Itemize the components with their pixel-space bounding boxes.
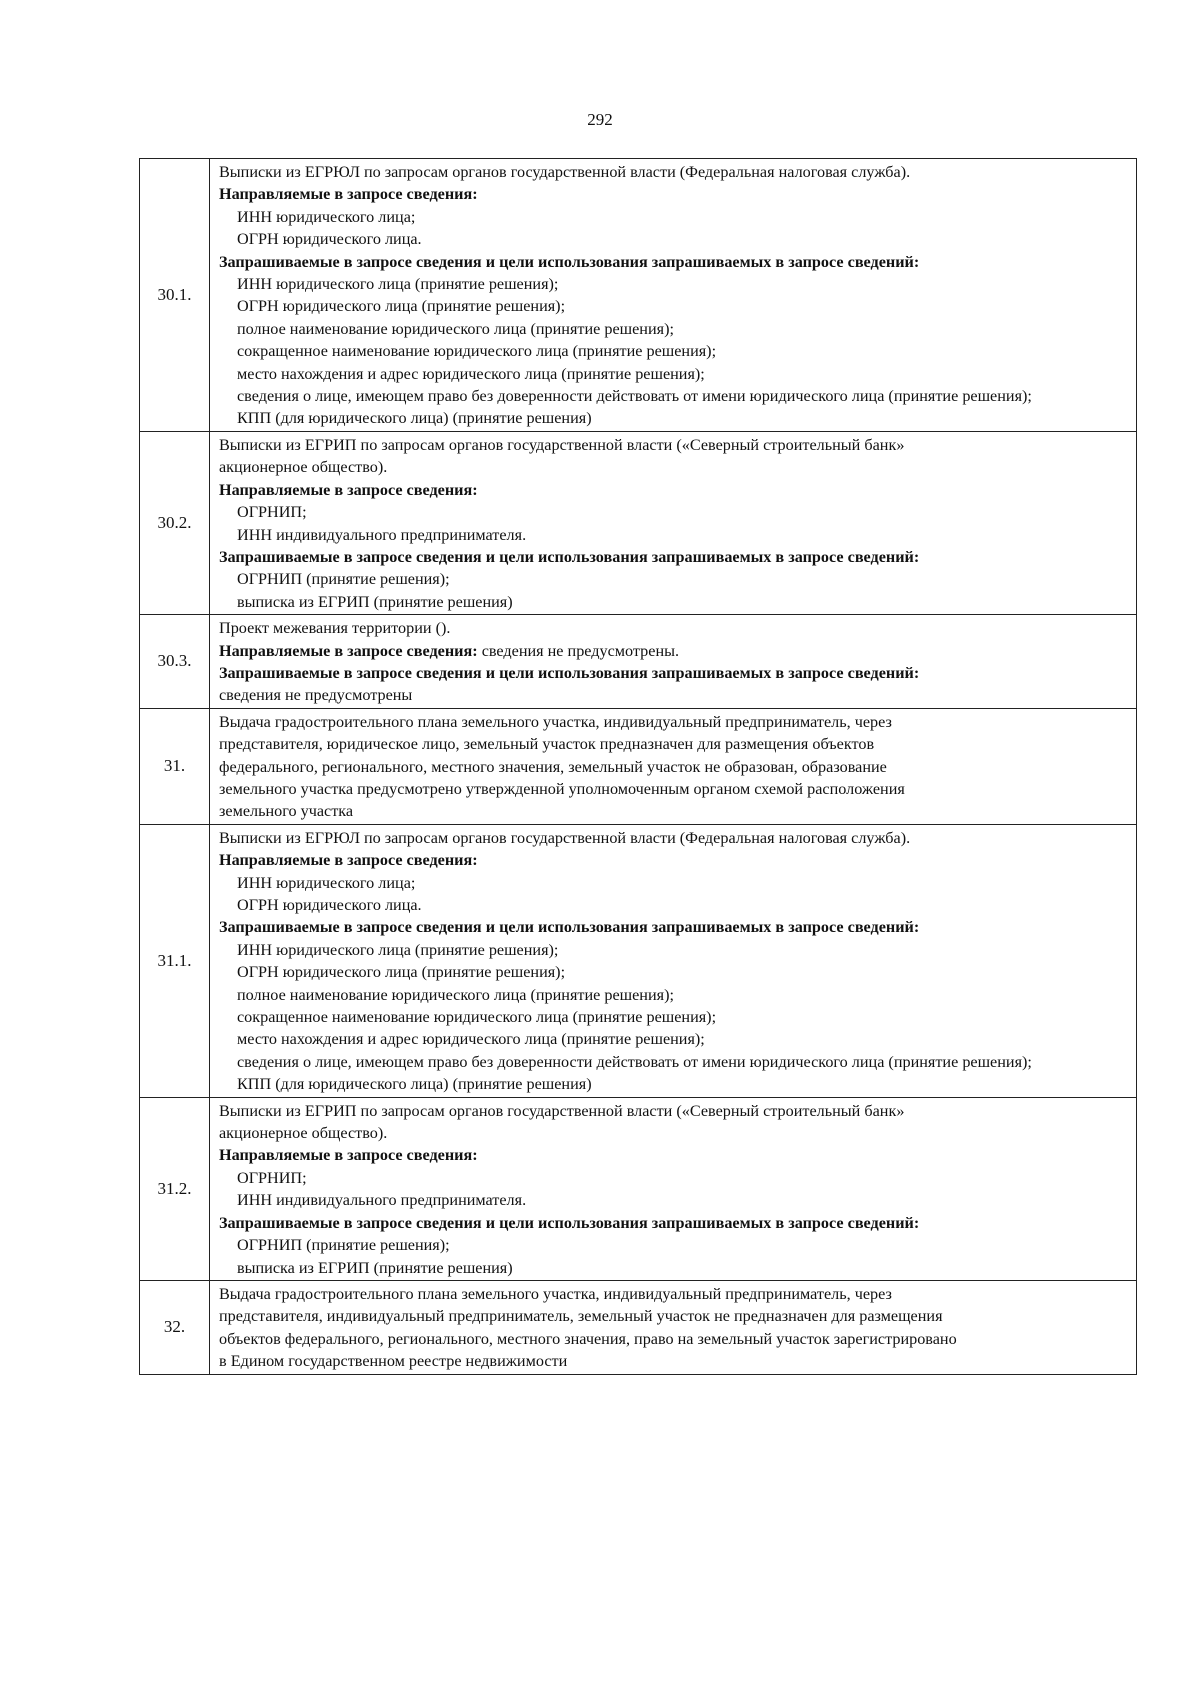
table-body: [140, 159, 1137, 1375]
content-line: ОГРНИП;: [237, 503, 307, 522]
row-number: 31.: [140, 708, 210, 824]
content-line: ОГРНИП;: [237, 1168, 307, 1187]
page-number: 292: [587, 110, 613, 129]
table-row: [140, 159, 1137, 432]
content-line: сокращенное наименование юридического лица (принятие решения);: [237, 1008, 717, 1027]
content-line: сведения о лице, имеющем право без доверенности действовать от имени юридического лица (принятие решения);: [237, 387, 1032, 406]
content-line: в Едином государственном реестре недвижимости: [219, 1352, 568, 1371]
row-content: [210, 1097, 1137, 1280]
section-label: Запрашиваемые в запросе сведения и цели использования запрашиваемых в запросе сведений:: [219, 1213, 920, 1232]
content-line: представителя, юридическое лицо, земельный участок предназначен для размещения объектов: [219, 735, 875, 754]
row-content: [210, 159, 1137, 432]
row-number: 30.1.: [140, 159, 210, 432]
content-line: ИНН юридического лица (принятие решения);: [237, 275, 559, 294]
content-line: ОГРНИП (принятие решения);: [237, 1236, 450, 1255]
content-line: полное наименование юридического лица (принятие решения);: [237, 319, 674, 338]
content-line: Выдача градостроительного плана земельного участка, индивидуальный предприниматель, через: [219, 1284, 892, 1303]
content-line: сведения о лице, имеющем право без доверенности действовать от имени юридического лица (принятие решения);: [237, 1052, 1032, 1071]
content-line: место нахождения и адрес юридического лица (принятие решения);: [237, 364, 705, 383]
table-row: [140, 431, 1137, 614]
content-line: ОГРНИП (принятие решения);: [237, 570, 450, 589]
table-row: [140, 1280, 1137, 1374]
content-line: Выписки из ЕГРИП по запросам органов государственной власти («Северный строительный банк»: [219, 435, 905, 454]
section-label: Запрашиваемые в запросе сведения и цели использования запрашиваемых в запросе сведений:: [219, 547, 920, 566]
row-content: [210, 615, 1137, 709]
content-line: ИНН индивидуального предпринимателя.: [237, 525, 527, 544]
section-label: Запрашиваемые в запросе сведения и цели использования запрашиваемых в запросе сведений:: [219, 918, 920, 937]
content-line: сведения не предусмотрены: [219, 686, 413, 705]
content-line: место нахождения и адрес юридического лица (принятие решения);: [237, 1030, 705, 1049]
content-line: Проект межевания территории ().: [219, 619, 451, 638]
content-line: Выписки из ЕГРЮЛ по запросам органов государственной власти (Федеральная налоговая служба).: [219, 163, 911, 181]
table-row: [140, 824, 1137, 1097]
content-line: ОГРН юридического лица (принятие решения);: [237, 297, 566, 316]
content-line: выписка из ЕГРИП (принятие решения): [237, 592, 513, 611]
table-row: [140, 708, 1137, 824]
row-content: [210, 824, 1137, 1097]
section-label: Запрашиваемые в запросе сведения и цели использования запрашиваемых в запросе сведений:: [219, 663, 920, 682]
content-line: сокращенное наименование юридического лица (принятие решения);: [237, 342, 717, 361]
content-line: ИНН юридического лица;: [237, 207, 416, 226]
content-line: представителя, индивидуальный предприниматель, земельный участок не предназначен для размещения: [219, 1307, 943, 1326]
content-line: объектов федерального, регионального, местного значения, право на земельный участок зарегистрировано: [219, 1329, 957, 1348]
section-label: Направляемые в запросе сведения:: [219, 851, 478, 870]
content-line: земельного участка: [219, 802, 354, 821]
section-label: Запрашиваемые в запросе сведения и цели использования запрашиваемых в запросе сведений:: [219, 252, 920, 271]
content-line: КПП (для юридического лица) (принятие решения): [237, 409, 592, 428]
section-label: Направляемые в запросе сведения:: [219, 185, 478, 204]
content-line: ОГРН юридического лица.: [237, 896, 422, 914]
table-row: [140, 1097, 1137, 1280]
content-line: [219, 640, 1132, 662]
content-line: Выдача градостроительного плана земельного участка, индивидуальный предприниматель, через: [219, 712, 892, 731]
row-number: 31.1.: [140, 824, 210, 1097]
table-row: [140, 615, 1137, 709]
line-text: сведения не предусмотрены.: [477, 641, 680, 660]
section-label: Направляемые в запросе сведения:: [219, 480, 478, 499]
row-number: 30.2.: [140, 431, 210, 614]
content-line: Выписки из ЕГРИП по запросам органов государственной власти («Северный строительный банк»: [219, 1101, 905, 1120]
row-number: 32.: [140, 1280, 210, 1374]
services-table: [139, 158, 1137, 1375]
row-content: [210, 431, 1137, 614]
content-line: ИНН юридического лица;: [237, 873, 416, 892]
content-line: ОГРН юридического лица.: [237, 230, 422, 249]
content-line: выписка из ЕГРИП (принятие решения): [237, 1258, 513, 1277]
row-content: [210, 708, 1137, 824]
row-number: 31.2.: [140, 1097, 210, 1280]
row-content: [210, 1280, 1137, 1374]
content-line: полное наименование юридического лица (принятие решения);: [237, 985, 674, 1004]
content-line: Выписки из ЕГРЮЛ по запросам органов государственной власти (Федеральная налоговая служба).: [219, 828, 911, 847]
content-line: земельного участка предусмотрено утвержденной уполномоченным органом схемой расположения: [219, 779, 905, 798]
section-label: Направляемые в запросе сведения:: [219, 1146, 478, 1165]
row-number: 30.3.: [140, 615, 210, 709]
content-line: КПП (для юридического лица) (принятие решения): [237, 1075, 592, 1094]
content-line: федерального, регионального, местного значения, земельный участок не образован, образование: [219, 757, 887, 776]
content-line: акционерное общество).: [219, 1124, 388, 1143]
section-label: Направляемые в запросе сведения:: [219, 641, 478, 660]
content-line: акционерное общество).: [219, 458, 388, 477]
content-line: ОГРН юридического лица (принятие решения);: [237, 963, 566, 982]
content-line: ИНН юридического лица (принятие решения);: [237, 940, 559, 959]
content-line: ИНН индивидуального предпринимателя.: [237, 1191, 527, 1210]
